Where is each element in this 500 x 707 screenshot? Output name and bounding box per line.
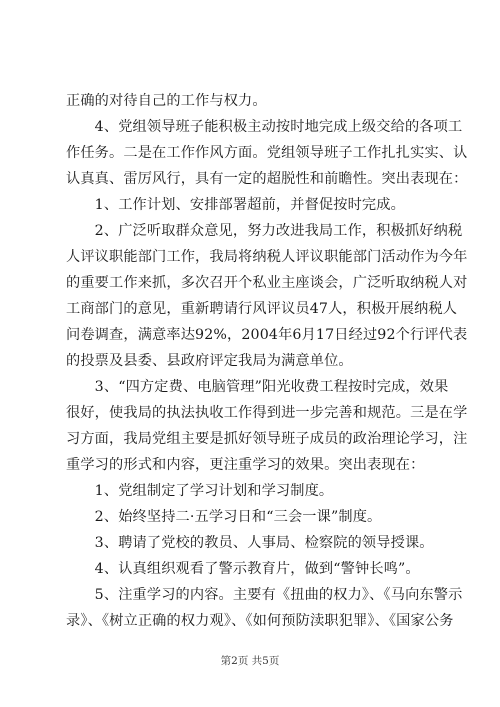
text-line: 的投票及县委、县政府评定我局为满意单位。 bbox=[66, 353, 353, 369]
text-line: 人评议职能部门工作，我局将纳税人评议职能部门活动作为今年 bbox=[66, 249, 468, 265]
text-line: 工商部门的意见，重新聘请行风评议员47人，积极开展纳税人 bbox=[66, 301, 458, 317]
document-body bbox=[66, 88, 468, 634]
text-line: 4、党组领导班子能积极主动按时地完成上级交给的各项工 bbox=[66, 119, 463, 135]
text-line: 作任务。二是在工作作风方面。党组领导班子工作扎扎实实、认 bbox=[66, 145, 468, 161]
text-line: 3、聘请了党校的教员、人事局、检察院的领导授课。 bbox=[66, 535, 434, 551]
page-number-footer: 第2页 共5页 bbox=[220, 655, 280, 667]
text-line: 正确的对待自己的工作与权力。 bbox=[66, 93, 267, 109]
text-line: 习方面，我局党组主要是抓好领导班子成员的政治理论学习，注 bbox=[66, 431, 468, 447]
text-line: 2、始终坚持二·五学习日和“三会一课”制度。 bbox=[66, 509, 382, 525]
text-line: 录》、《树立正确的权力观》、《如何预防渎职犯罪》、《国家公务 bbox=[66, 613, 454, 629]
text-line: 很好，使我局的执法执收工作得到进一步完善和规范。三是在学 bbox=[66, 405, 468, 421]
text-line: 1、党组制定了学习计划和学习制度。 bbox=[66, 483, 334, 499]
text-line: 2、广泛听取群众意见，努力改进我局工作，积极抓好纳税 bbox=[66, 223, 463, 239]
text-line: 问卷调查，满意率达92%，2004年6月17日经过92个行评代表 bbox=[66, 327, 468, 343]
text-line: 3、“四方定费、电脑管理”阳光收费工程按时完成，效果 bbox=[66, 379, 449, 395]
text-line: 认真真、雷厉风行，具有一定的超脱性和前瞻性。突出表现在： bbox=[66, 171, 468, 187]
text-line: 的重要工作来抓，多次召开个私业主座谈会，广泛听取纳税人对 bbox=[66, 275, 468, 291]
text-line: 5、注重学习的内容。主要有《扭曲的权力》、《马向东警示 bbox=[66, 587, 463, 603]
text-line: 重学习的形式和内容，更注重学习的效果。突出表现在： bbox=[66, 457, 425, 473]
text-line: 4、认真组织观看了警示教育片，做到“警钟长鸣”。 bbox=[66, 561, 420, 577]
text-line: 1、工作计划、安排部署超前，并督促按时完成。 bbox=[66, 197, 405, 213]
